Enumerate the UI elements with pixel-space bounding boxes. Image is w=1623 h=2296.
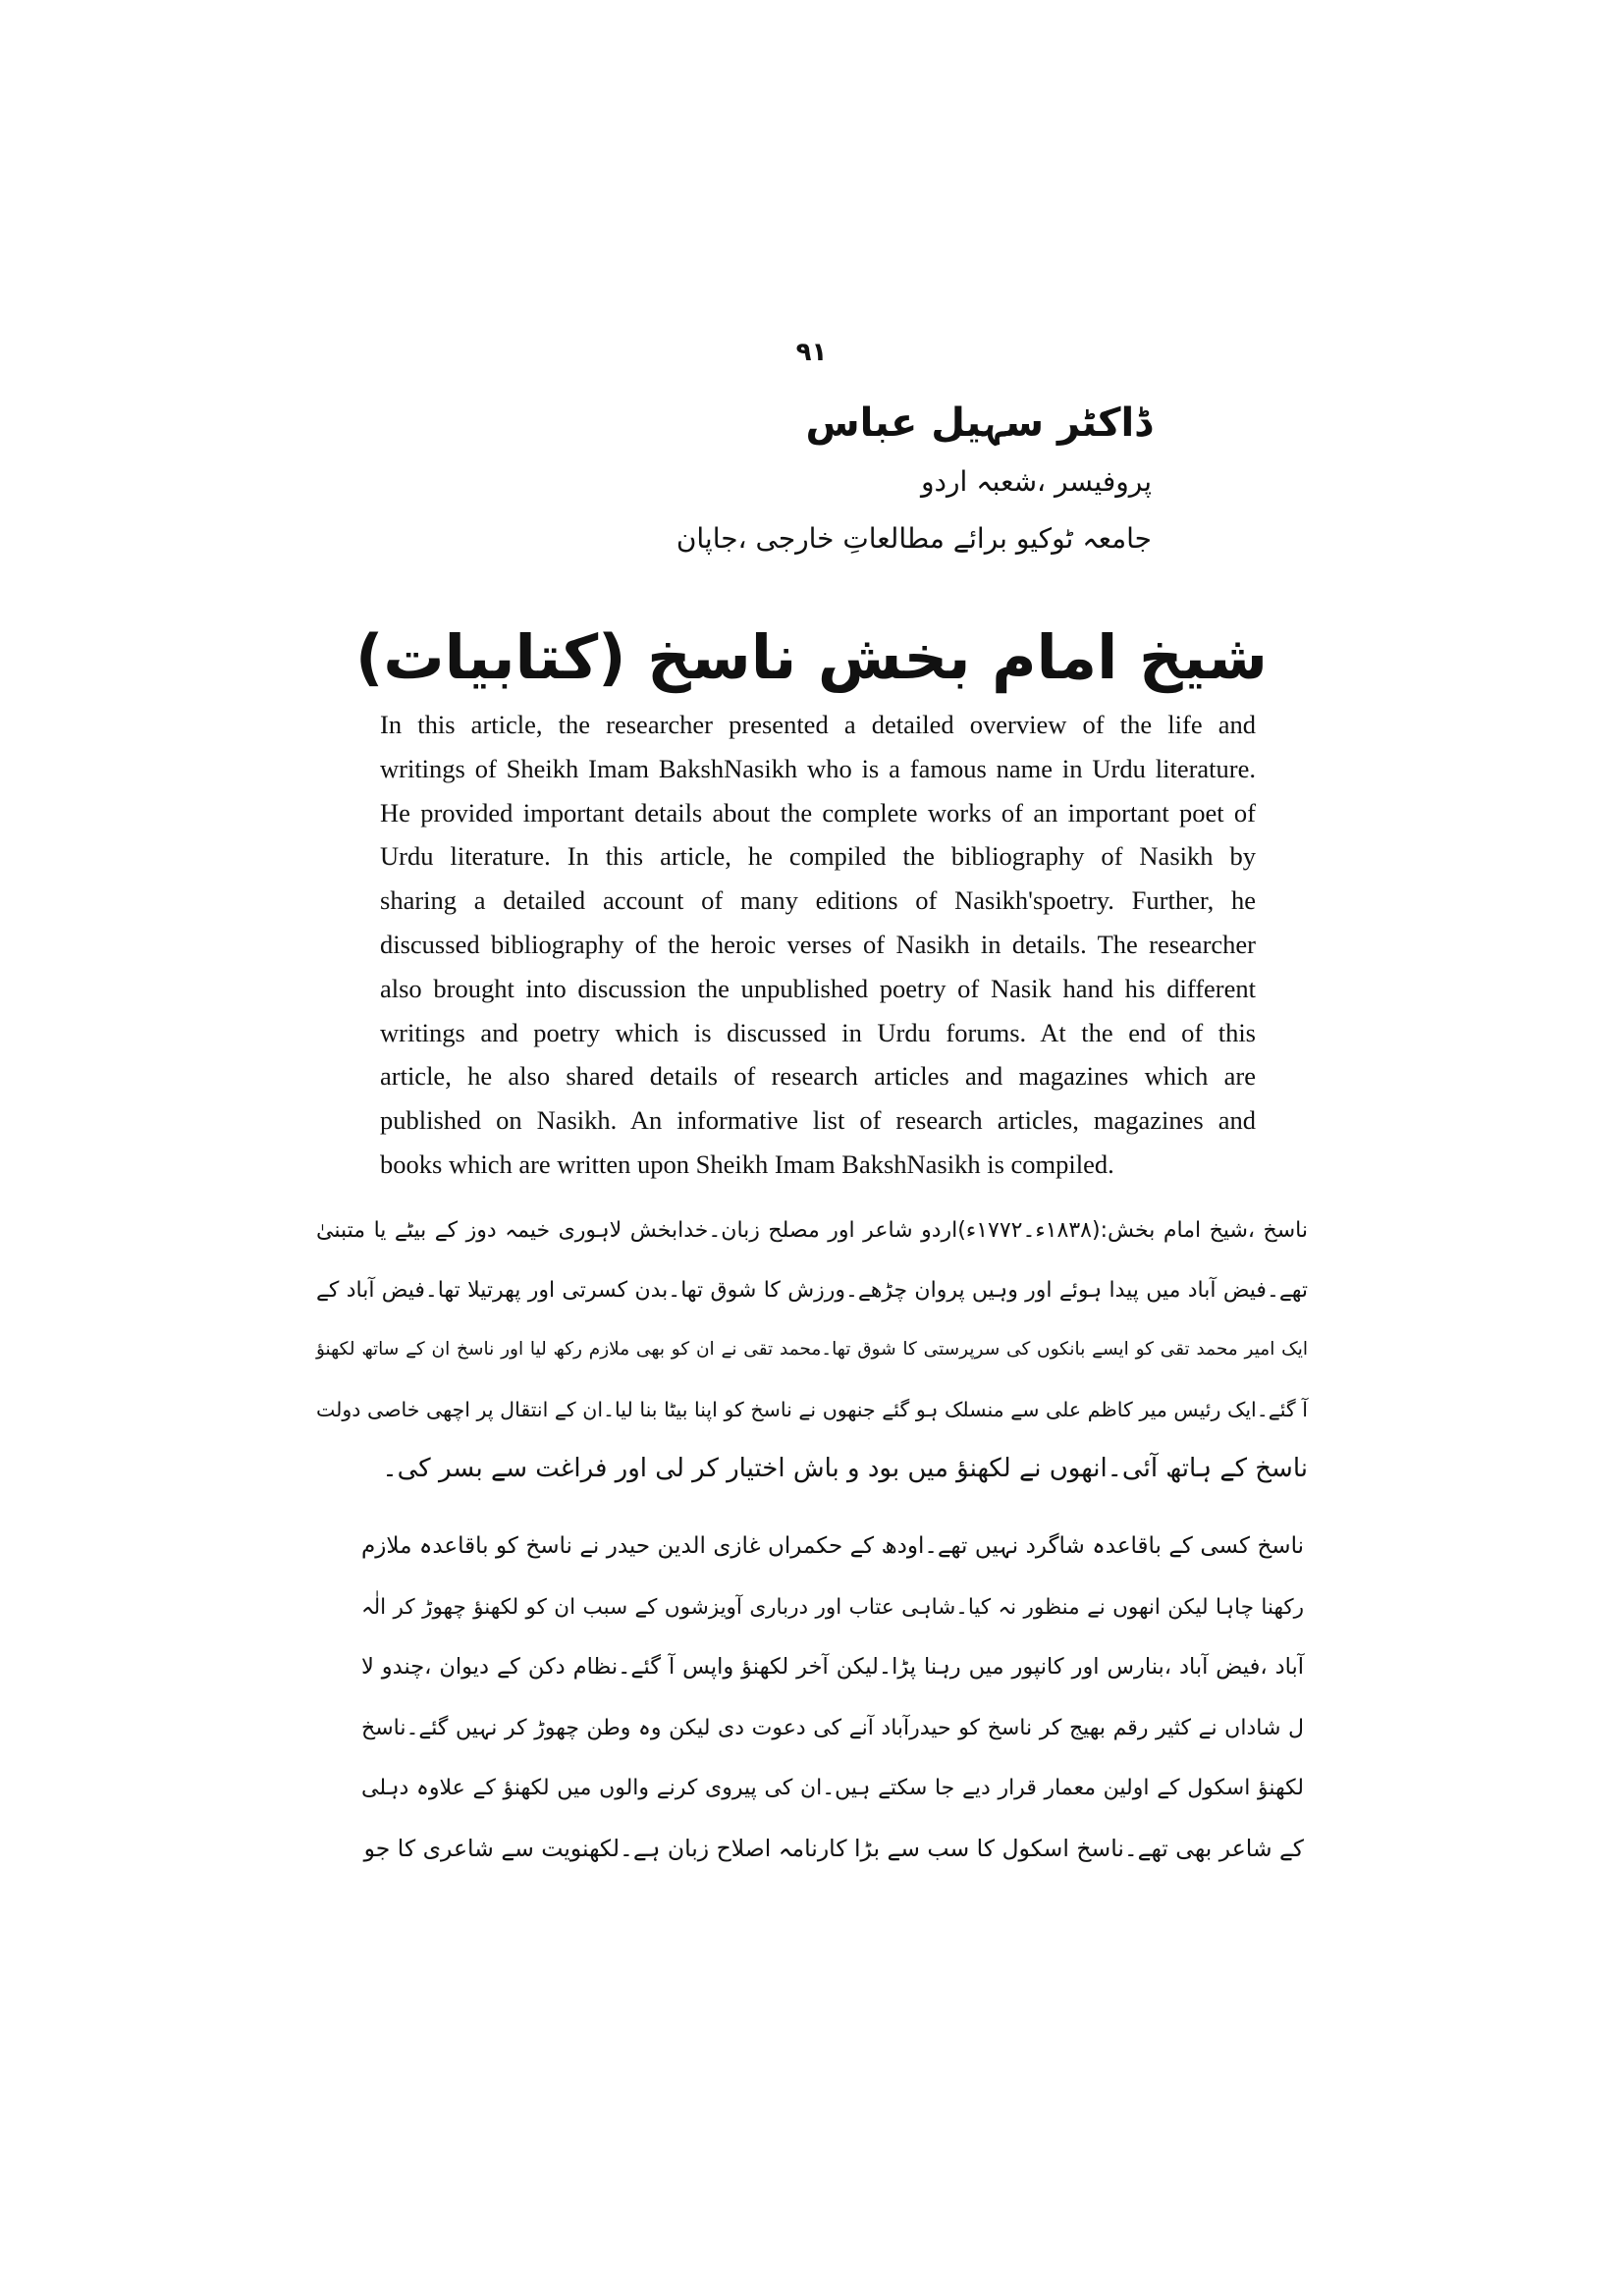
abstract-line: also brought into discussion the unpublished poetry of Nasik hand his different <box>380 973 1256 1003</box>
abstract-line: In this article, the researcher presented a detailed overview of the life and <box>380 710 1256 739</box>
abstract-line: Urdu literature. In this article, he compiled the bibliography of Nasikh by <box>380 841 1256 872</box>
abstract-line: He provided important details about the complete works of an important poet of <box>380 797 1256 828</box>
abstract-line: books which are written upon Sheikh Imam BakshNasikh is compiled. <box>380 1148 1114 1179</box>
abstract-line: article, he also shared details of research articles and magazines which are <box>380 1061 1256 1092</box>
author-role: پروفیسر ،شعبہ اردو <box>921 465 1152 498</box>
abstract-line: writings and poetry which is discussed in Urdu forums. At the end of this <box>380 1017 1256 1047</box>
body-line: لکھنؤ اسکول کے اولین معمار قرار دیے جا سکتے ہیں۔ان کی پیروی کرنے والوں میں لکھنؤ کے علاوہ دہلی <box>361 1776 1304 1800</box>
body-paragraph-2 <box>361 1517 1304 1879</box>
abstract-line: sharing a detailed account of many editions of Nasikh'spoetry. Further, he <box>380 885 1256 916</box>
body-line: ناسخ کسی کے باقاعدہ شاگرد نہیں تھے۔اودھ کے حکمراں غازی الدین حیدر نے ناسخ کو باقاعدہ ملازم <box>361 1533 1304 1559</box>
article-title: شیخ امام بخش ناسخ (کتابیات) <box>355 621 1268 693</box>
author-institution: جامعہ ٹوکیو برائے مطالعاتِ خارجی ،جاپان <box>676 522 1152 555</box>
body-line: آ گئے۔ایک رئیس میر کاظم علی سے منسلک ہو گئے جنھوں نے ناسخ کو اپنا بیٹا بنا لیا۔ان کے انتقال پر اچھی خاصی دولت <box>316 1397 1308 1421</box>
body-line: ناسخ کے ہاتھ آئی۔انھوں نے لکھنؤ میں بود و باش اختیار کر لی اور فراغت سے بسر کی۔ <box>382 1454 1308 1483</box>
body-line: ل شاداں نے کثیر رقم بھیج کر ناسخ کو حیدرآباد آنے کی دعوت دی لیکن وہ وطن چھوڑ کر نہیں گئے۔ناسخ <box>361 1715 1304 1740</box>
body-paragraph-1 <box>316 1201 1308 1499</box>
abstract-line: discussed bibliography of the heroic verses of Nasikh in details. The researcher <box>380 929 1256 959</box>
body-line: کے شاعر بھی تھے۔ناسخ اسکول کا سب سے بڑا کارنامہ اصلاح زبان ہے۔لکھنویت سے شاعری کا جو <box>363 1834 1304 1862</box>
body-line: ایک امیر محمد تقی کو ایسے بانکوں کی سرپرستی کا شوق تھا۔محمد تقی نے ان کو بھی ملازم رکھ لیا اور ناسخ ان کے ساتھ لکھنؤ <box>316 1339 1308 1360</box>
page-number: ۹۱ <box>795 338 828 367</box>
body-line: رکھنا چاہا لیکن انھوں نے منظور نہ کیا۔شاہی عتاب اور درباری آویزشوں کے سبب ان کو لکھنؤ چھوڑ کر الٰہ <box>361 1594 1304 1620</box>
abstract-line: writings of Sheikh Imam BakshNasikh who is a famous name in Urdu literature. <box>380 753 1256 783</box>
body-line: تھے۔فیض آباد میں پیدا ہوئے اور وہیں پروان چڑھے۔ورزش کا شوق تھا۔بدن کسرتی اور پھرتیلا تھا۔فیض آباد کے <box>316 1277 1308 1303</box>
body-line: ناسخ ،شیخ امام بخش:(۱۸۳۸ء۔۱۷۷۲ء)اردو شاعر اور مصلح زبان۔خدابخش لاہوری خیمہ دوز کے بیٹے یا متبنیٰ <box>316 1218 1308 1243</box>
body-line: آباد ،فیض آباد ،بنارس اور کانپور میں رہنا پڑا۔لیکن آخر لکھنؤ واپس آ گئے۔نظام دکن کے دیوان ،چندو لا <box>361 1654 1304 1680</box>
author-name: ڈاکٹر سہیل عباس <box>805 400 1152 446</box>
author-block <box>464 393 1152 567</box>
abstract <box>380 703 1256 1187</box>
abstract-line: published on Nasikh. An informative list of research articles, magazines and <box>380 1105 1256 1136</box>
